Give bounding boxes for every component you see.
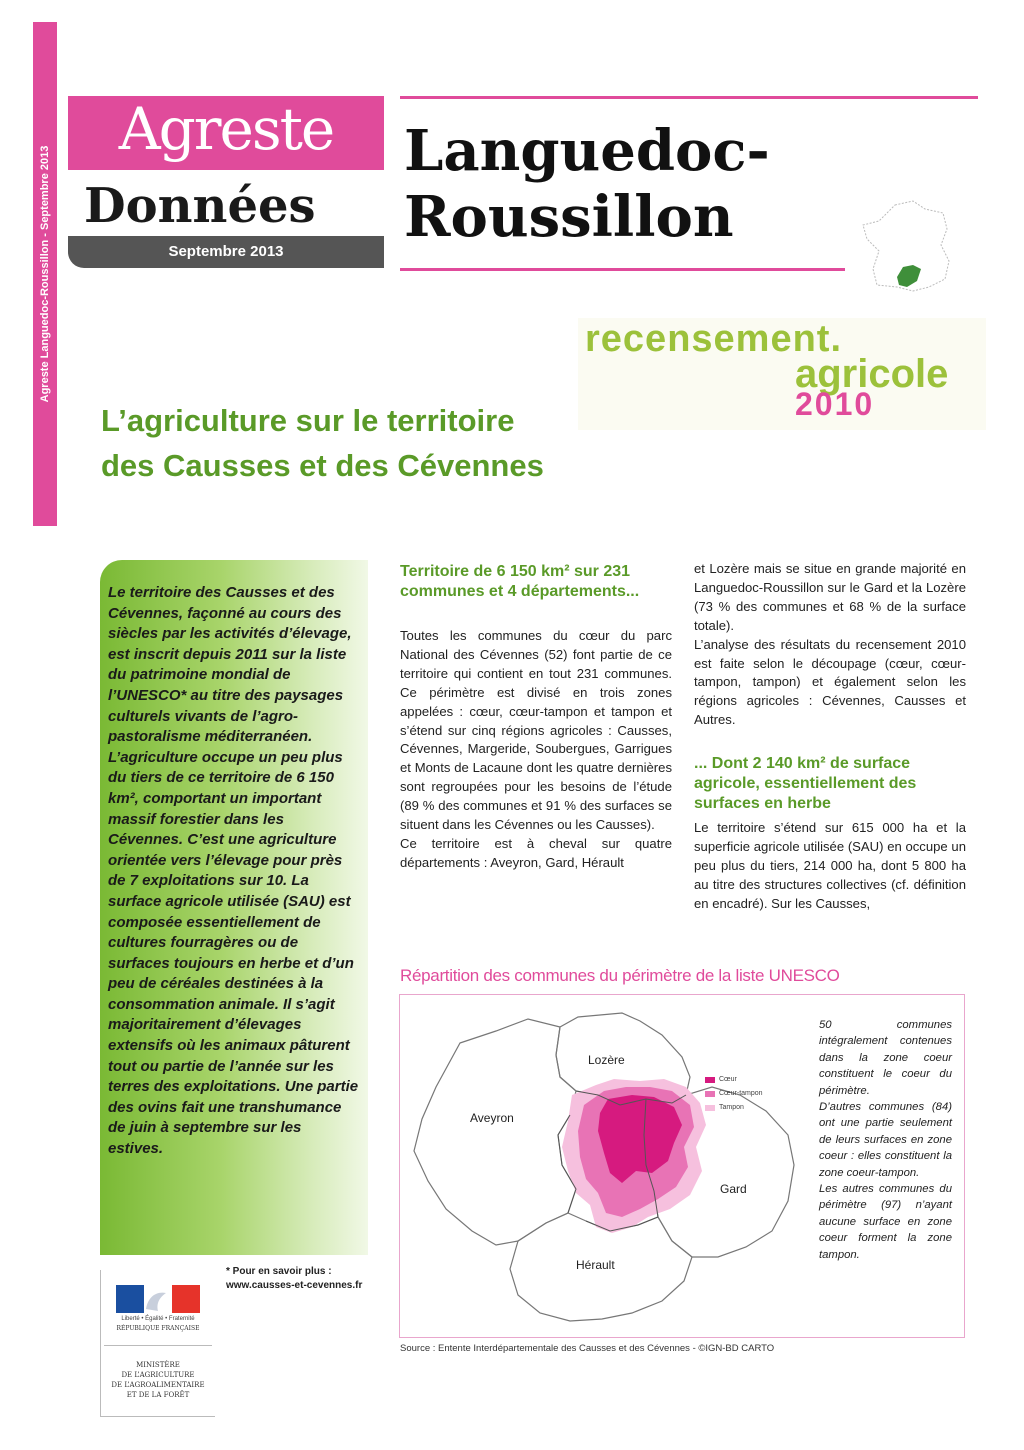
side-band-text-holder	[33, 22, 57, 526]
region-title-line1: Languedoc-	[404, 118, 770, 184]
header-rule-bottom	[400, 268, 845, 271]
republic-motto: Liberté • Égalité • Fraternité	[121, 1316, 195, 1322]
region-title	[404, 118, 770, 250]
ministry-name-line3: DE L’AGROALIMENTAIRE	[111, 1381, 205, 1389]
footnote-label: * Pour en savoir plus :	[226, 1266, 332, 1277]
legend-label-coeur-tampon: Cœur-tampon	[719, 1090, 763, 1097]
region-title-line2: Roussillon	[404, 184, 734, 250]
agricole-word: agricole	[795, 352, 949, 396]
main-title-line1: L’agriculture sur le territoire	[101, 403, 515, 438]
column1-heading: Territoire de 6 150 km² sur 231 communes et 4 départements...	[400, 563, 640, 600]
footnote-url[interactable]: www.causses-et-cevennes.fr	[226, 1280, 363, 1291]
column2-top	[694, 560, 966, 730]
republic-name: RÉPUBLIQUE FRANÇAISE	[116, 1325, 200, 1332]
ministry-name-line1: MINISTÈRE	[136, 1361, 180, 1369]
map-source: Source : Entente Interdépartementale des Causses et des Cévennes - ©IGN-BD CARTO	[400, 1343, 775, 1354]
map-note-1: 50 communes intégralement contenues dans la zone coeur constituent le coeur du périmètre.	[819, 1019, 952, 1097]
column1-body	[400, 627, 672, 873]
main-title	[101, 398, 661, 488]
column2-paragraph-1: et Lozère mais se situe en grande majorité en Languedoc-Roussillon sur le Gard et la Lozère (73 % des communes et 68 % de la surface totale).	[694, 561, 966, 633]
marianne-logo-icon	[116, 1285, 200, 1313]
map-label-herault: Hérault	[576, 1258, 615, 1272]
recensement-word: recensement.	[585, 318, 843, 360]
summary-paragraph-2: L’agriculture occupe un peu plus du tiers de ce territoire de 6 150 km², comportant un important massif forestier dans les Cévennes. C’est une agriculture orientée vers l’élevage pour près de 7 exploitations sur 10. La surface agricole utilisée (SAU) est composée essentiellement de cultures fourragères ou de surfaces toujours en herbe et d’un peu de céréales destinées à la consommation animale. Il s’agit majoritairement d’élevages extensifs où les animaux pâturent tout ou partie de l’année sur les terres des exploitations. Une partie des ovins fait une transhumance de juin à septembre sur les estives.	[108, 748, 359, 1158]
column2-paragraph-2: L’analyse des résultats du recensement 2010 est faite selon le découpage (cœur, cœur-tampon, tampon) et également selon les régions agricoles : Cévennes, Causses et Autres.	[694, 636, 966, 728]
header-rule-top	[400, 96, 978, 99]
column1-paragraph-2: Ce territoire est à cheval sur quatre départements : Aveyron, Gard, Hérault	[400, 835, 672, 870]
aveyron-outline	[414, 1019, 576, 1245]
donnees-subbrand: Données	[84, 178, 316, 234]
side-band-text: Agreste Languedoc-Roussillon - Septembre 2013	[39, 145, 51, 403]
ministry-name	[104, 1360, 212, 1400]
legend-swatch-coeur	[705, 1077, 715, 1083]
legend-label-tampon: Tampon	[719, 1104, 744, 1111]
recensement-year: 2010	[795, 386, 875, 422]
column2-paragraph-3: Le territoire s’étend sur 615 000 ha et la superficie agricole utilisée (SAU) en occupe un peu plus du tiers, 214 000 ha, dont 5 800 ha au titre des structures collectives (cf. définition en encadré). Sur les Causses,	[694, 820, 966, 911]
ministry-name-line2: DE L’AGRICULTURE	[121, 1371, 195, 1379]
summary-text	[108, 583, 360, 1160]
issue-date: Septembre 2013	[168, 243, 284, 260]
map-note	[819, 1017, 952, 1263]
agreste-brand: Agreste	[118, 95, 334, 163]
main-title-line2: des Causses et des Cévennes	[101, 448, 544, 483]
column2-heading: ... Dont 2 140 km² de surface agricole, essentiellement des surfaces en herbe	[694, 755, 917, 812]
ministry-rule	[104, 1345, 212, 1346]
france-map-icon	[855, 195, 965, 305]
ministry-name-line4: ET DE LA FORÊT	[126, 1391, 190, 1399]
legend-swatch-coeur-tampon	[705, 1091, 715, 1097]
map-label-aveyron: Aveyron	[470, 1111, 514, 1125]
footnote	[226, 1265, 396, 1293]
legend-label-coeur: Cœur	[719, 1076, 737, 1083]
column1-paragraph-1: Toutes les communes du cœur du parc National des Cévennes (52) font partie de ce territoire qui contient en tout 231 communes. Ce périmètre est divisé en trois zones appelées : cœur, cœur-tampon et tampon et s’étend sur cinq régions agricoles : Causses, Cévennes, Margeride, Soubergues, Garrigues et Monts de Lacaune dont les quatre dernières sont regroupées pour les besoins de l’étude (89 % des communes et 91 % des surfaces se situent dans les Cévennes ou les Causses).	[400, 628, 672, 833]
map-title: Répartition des communes du périmètre de la liste UNESCO	[400, 966, 840, 985]
map-note-2: D’autres communes (84) ont une partie seulement de leurs surfaces en zone coeur : elles constituent la zone coeur-tampon.	[819, 1101, 952, 1179]
legend-swatch-tampon	[705, 1105, 715, 1111]
summary-paragraph-1: Le territoire des Causses et des Cévennes, façonné au cours des siècles par les activités d’élevage, est inscrit depuis 2011 sur la liste du patrimoine mondial de l’UNESCO* au titre des paysages culturels vivants de l’agro-pastoralisme méditerranéen.	[108, 584, 352, 746]
map-label-gard: Gard	[720, 1182, 747, 1196]
column2-body	[694, 819, 966, 914]
map-label-lozere: Lozère	[588, 1053, 625, 1067]
departments-map	[400, 995, 805, 1337]
map-note-3: Les autres communes du périmètre (97) n’ayant aucune surface en zone coeur forment la zone tampon.	[819, 1183, 952, 1261]
